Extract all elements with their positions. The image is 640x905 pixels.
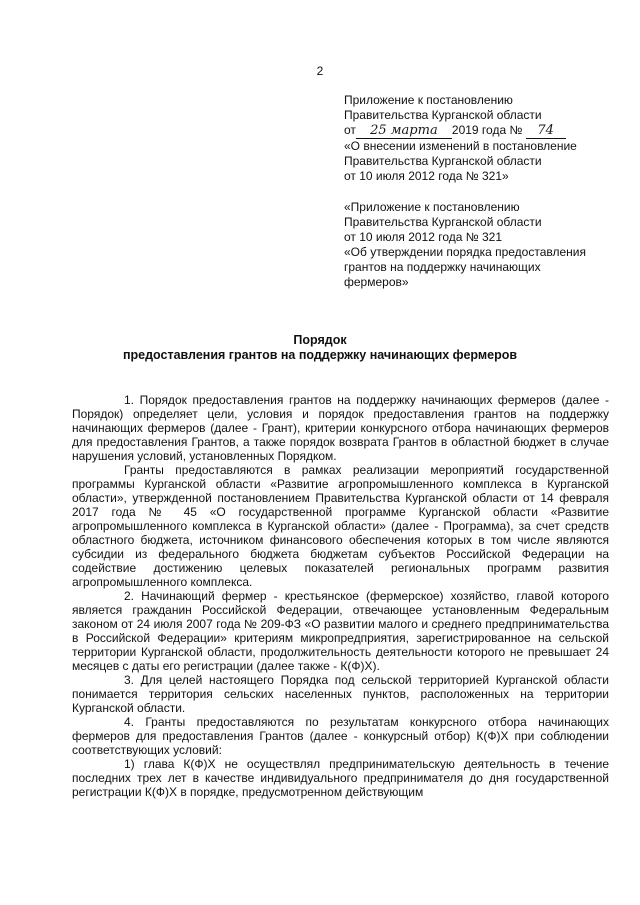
title-line: предоставления грантов на поддержку начинающих фермеров (122, 348, 518, 362)
paragraph: Гранты предоставляются в рамках реализации мероприятий государственной программы Курганской области «Развитие агропромышленного комплекса в Курганской области», утвержденной постановлением Правительства Курганской области от 14 февраля 2017 года № 45 «О государственной программе Курганской области «Развитие агропромышленного комплекса в Курганской области» (далее - Программа), за счет средств областного бюджета, источником финансового обеспечения которых в том числе являются субсидии из федерального бюджета бюджетам субъектов Российской Федерации на содействие достижению целевых показателей региональных программ развития агропромышленного комплекса. (72, 463, 609, 589)
paragraph: 1) глава К(Ф)Х не осуществлял предпринимательскую деятельность в течение последних трех лет в качестве индивидуального предпринимателя до дня государственной регистрации К(Ф)Х в порядке, предусмотренном действующим (72, 757, 609, 799)
date-prefix: от (344, 123, 356, 137)
handwritten-date: 25 марта (356, 123, 452, 139)
annex-line: «Об утверждении порядка предоставления (344, 245, 586, 259)
annex-block-original (344, 200, 586, 290)
annex-line: от 10 июля 2012 года № 321» (344, 169, 509, 183)
annex-line: Правительства Курганской области (344, 108, 542, 122)
handwritten-number: 74 (526, 123, 566, 139)
annex-line: «Приложение к постановлению (344, 200, 520, 214)
title-line: Порядок (293, 333, 347, 347)
annex-line: от 10 июля 2012 года № 321 (344, 230, 502, 244)
paragraph: 1. Порядок предоставления грантов на поддержку начинающих фермеров (далее - Порядок) определяет цели, условия и порядок предоставления грантов на поддержку начинающих фермеров (далее - Грант), критерии конкурсного отбора начинающих фермеров для предоставления Грантов, а также порядок возврата Грантов в областной бюджет в случае нарушения условий, установленных Порядком. (72, 393, 609, 463)
document-title (0, 333, 640, 363)
page-number: 2 (316, 64, 324, 78)
document-body (72, 393, 609, 799)
paragraph: 4. Гранты предоставляются по результатам конкурсного отбора начинающих фермеров для предоставления Грантов (далее - конкурсный отбор) К(Ф)Х при соблюдении соответствующих условий: (72, 715, 609, 757)
annex-line: грантов на поддержку начинающих (344, 260, 541, 274)
annex-line: «О внесении изменений в постановление (344, 139, 577, 153)
paragraph: 3. Для целей настоящего Порядка под сельской территорией Курганской области понимается территория сельских населенных пунктов, расположенных на территории Курганской области. (72, 673, 609, 715)
paragraph: 2. Начинающий фермер - крестьянское (фермерское) хозяйство, главой которого является гражданин Российской Федерации, отвечающее установленным Федеральным законом от 24 июля 2007 года № 209-ФЗ «О развитии малого и среднего предпринимательства в Российской Федерации» критериям микропредприятия, зарегистрированное на сельской территории Курганской области, продолжительность деятельности которого не превышает 24 месяцев с даты его регистрации (далее также - К(Ф)Х). (72, 589, 609, 673)
annex-line: Приложение к постановлению (344, 93, 513, 107)
annex-line: Правительства Курганской области (344, 154, 542, 168)
annex-date-line (344, 123, 577, 139)
year-text: 2019 года № (451, 123, 523, 137)
annex-block-amendment (344, 93, 577, 184)
annex-line: фермеров» (344, 275, 409, 289)
annex-line: Правительства Курганской области (344, 215, 542, 229)
